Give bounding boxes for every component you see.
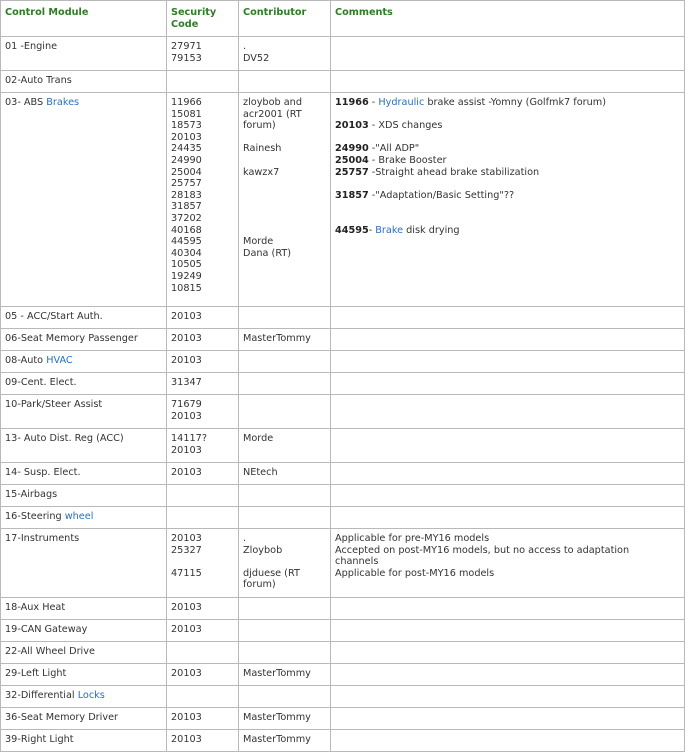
table-row-seat-passenger <box>1 329 685 351</box>
contributor-cell: . DV52 <box>239 37 331 71</box>
module-cell: 32-Differential Locks <box>1 686 167 708</box>
module-cell: 01 -Engine <box>1 37 167 71</box>
code-cell: 20103 <box>167 730 239 752</box>
module-cell: 18-Aux Heat <box>1 598 167 620</box>
code-cell: 20103 <box>167 307 239 329</box>
table-row-hvac <box>1 351 685 373</box>
module-cell: 10-Park/Steer Assist <box>1 395 167 429</box>
hydraulic-link[interactable]: Hydraulic <box>378 97 425 108</box>
contributor-cell: MasterTommy <box>239 664 331 686</box>
code-cell: 20103 <box>167 708 239 730</box>
contributor-cell: . Zloybob djduese (RT forum) <box>239 529 331 598</box>
table-row-can-gateway <box>1 620 685 642</box>
contributor-cell: MasterTommy <box>239 708 331 730</box>
table-row-susp-elect <box>1 463 685 485</box>
table-row-steering-wheel <box>1 507 685 529</box>
table-row-abs <box>1 93 685 307</box>
code-cell: 20103 <box>167 329 239 351</box>
code-cell: 20103 <box>167 620 239 642</box>
module-cell: 36-Seat Memory Driver <box>1 708 167 730</box>
header-control-module: Control Module <box>1 1 167 37</box>
code-cell: 11966 15081 18573 20103 24435 24990 25004 25757 28183 31857 37202 40168 44595 40304 10505 19249 10815 <box>167 93 239 307</box>
locks-link[interactable]: Locks <box>77 690 105 701</box>
table-row-seat-driver <box>1 708 685 730</box>
code-cell: 20103 <box>167 664 239 686</box>
brakes-link[interactable]: Brakes <box>46 97 80 108</box>
header-security-code: Security Code <box>167 1 239 37</box>
table-row-park-steer <box>1 395 685 429</box>
code-cell: 20103 <box>167 463 239 485</box>
comments-cell <box>331 37 685 71</box>
code-cell: 20103 25327 47115 <box>167 529 239 598</box>
table-row-right-light <box>1 730 685 752</box>
table-row-awd <box>1 642 685 664</box>
code-cell: 27971 79153 <box>167 37 239 71</box>
module-cell: 03- ABS Brakes <box>1 93 167 307</box>
table-row-left-light <box>1 664 685 686</box>
table-row-airbags <box>1 485 685 507</box>
code-cell: 20103 <box>167 598 239 620</box>
table-row-acc-start <box>1 307 685 329</box>
table-row-instruments <box>1 529 685 598</box>
module-cell: 02-Auto Trans <box>1 71 167 93</box>
table-row-aux-heat <box>1 598 685 620</box>
comments-cell: 11966 - Hydraulic brake assist -Yomny (Golfmk7 forum) 20103 - XDS changes 24990 -"All ADP" 25004 - Brake Booster 25757 -Straight ahead brake stabilization 31857 -"Adaptation/Basic Setting"?? 44595- Brake disk drying <box>331 93 685 307</box>
module-cell: 14- Susp. Elect. <box>1 463 167 485</box>
code-cell: 71679 20103 <box>167 395 239 429</box>
module-cell: 06-Seat Memory Passenger <box>1 329 167 351</box>
table-header-row <box>1 1 685 37</box>
module-cell: 13- Auto Dist. Reg (ACC) <box>1 429 167 463</box>
comments-cell: Applicable for pre-MY16 models Accepted on post-MY16 models, but no access to adaptation channels Applicable for post-MY16 models <box>331 529 685 598</box>
module-cell: 39-Right Light <box>1 730 167 752</box>
module-cell: 17-Instruments <box>1 529 167 598</box>
contributor-cell: Morde <box>239 429 331 463</box>
table-row-diff-locks <box>1 686 685 708</box>
code-cell: 31347 <box>167 373 239 395</box>
contributor-cell: zloybob and acr2001 (RT forum) Rainesh kawzx7 Morde Dana (RT) <box>239 93 331 307</box>
table-row-acc <box>1 429 685 463</box>
contributor-cell: NEtech <box>239 463 331 485</box>
table-row-engine <box>1 37 685 71</box>
wheel-link[interactable]: wheel <box>64 511 94 522</box>
module-cell: 22-All Wheel Drive <box>1 642 167 664</box>
table-row-cent-elect <box>1 373 685 395</box>
module-cell: 16-Steering wheel <box>1 507 167 529</box>
header-comments: Comments <box>331 1 685 37</box>
table-row-auto-trans <box>1 71 685 93</box>
module-cell: 08-Auto HVAC <box>1 351 167 373</box>
module-cell: 05 - ACC/Start Auth. <box>1 307 167 329</box>
header-contributor: Contributor <box>239 1 331 37</box>
module-cell: 29-Left Light <box>1 664 167 686</box>
code-cell: 14117? 20103 <box>167 429 239 463</box>
module-cell: 15-Airbags <box>1 485 167 507</box>
contributor-cell: MasterTommy <box>239 730 331 752</box>
brake-link[interactable]: Brake <box>375 224 404 236</box>
contributor-cell: MasterTommy <box>239 329 331 351</box>
module-cell: 19-CAN Gateway <box>1 620 167 642</box>
code-cell: 20103 <box>167 351 239 373</box>
module-cell: 09-Cent. Elect. <box>1 373 167 395</box>
hvac-link[interactable]: HVAC <box>46 355 73 366</box>
